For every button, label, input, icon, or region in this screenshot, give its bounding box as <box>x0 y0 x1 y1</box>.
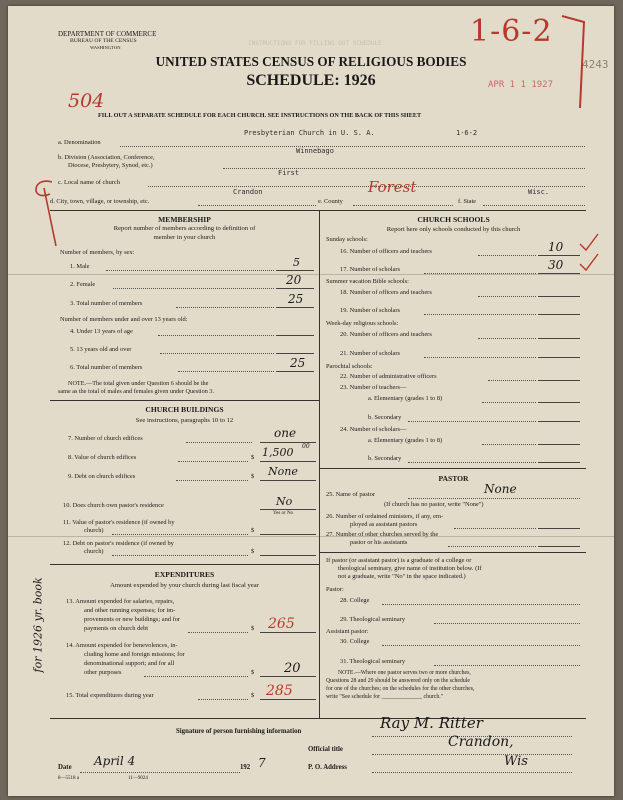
red-bracket-icon <box>558 12 588 112</box>
q27-label-2: pastor or his assistants <box>350 539 408 546</box>
answer-rule <box>276 335 314 336</box>
q14-line-3: denominational support; and for all <box>84 660 175 667</box>
q12-label: 12. Debt on pastor's residence (if owned by <box>63 540 174 547</box>
expenditures-title: EXPENDITURES <box>154 570 215 579</box>
answer-rule <box>538 314 580 315</box>
membership-title: MEMBERSHIP <box>158 215 211 224</box>
q17-label: 17. Number of scholars <box>340 266 400 273</box>
grad-line-2: theological seminary, give name of institution below. (If <box>338 565 482 572</box>
q28-label: 28. College <box>340 597 370 604</box>
county-value: Forest <box>368 178 417 196</box>
year-digit: 7 <box>258 756 266 770</box>
q16-label: 16. Number of officers and teachers <box>340 248 432 255</box>
q10-hint: Yes or No <box>273 511 294 516</box>
q24a-label: a. Elementary (grades 1 to 8) <box>368 437 443 444</box>
q2-value: 20 <box>286 273 302 287</box>
q26-label: 26. Number of ordained ministers, if any, em- <box>326 513 444 520</box>
form-code-1: 8—5518 a <box>58 776 79 781</box>
fold-line <box>8 536 614 537</box>
answer-rule <box>260 632 316 633</box>
denomination-value: Presbyterian Church in U. S. A. <box>244 129 375 137</box>
q3-value: 25 <box>288 292 304 306</box>
division-value: Winnebago <box>296 147 334 155</box>
frame-rule <box>50 718 586 719</box>
answer-rule <box>260 461 316 462</box>
q9-value: None <box>268 465 298 478</box>
dotted-line <box>448 546 536 547</box>
q10-label: 10. Does church own pastor's residence <box>63 502 164 509</box>
q24-label: 24. Number of scholars— <box>340 426 407 433</box>
dotted-line <box>434 623 580 624</box>
dollar-sign: $ <box>251 669 255 676</box>
form-number: 4243 <box>582 58 609 71</box>
dotted-line <box>382 604 580 605</box>
q23-label: 23. Number of teachers— <box>340 384 407 391</box>
official-title-value: Crandon, <box>448 734 514 750</box>
q4-label: 4. Under 13 years of age <box>70 328 133 335</box>
date-value: April 4 <box>94 754 136 768</box>
dotted-line <box>434 665 580 666</box>
q8-value: 1,500 <box>262 446 294 459</box>
q7-value: one <box>274 426 297 440</box>
membership-sub-2: member in your church <box>153 234 216 241</box>
sunday-label: Sunday schools: <box>326 236 368 243</box>
q25-label: 25. Name of pastor <box>326 491 375 498</box>
dotted-line <box>120 146 585 147</box>
answer-rule <box>538 380 580 381</box>
signature-label: Signature of person furnishing information <box>176 728 302 735</box>
q11-label: 11. Value of pastor's residence (if owned by <box>63 519 175 526</box>
po-address-value: Wis <box>504 754 528 769</box>
city-label: d. City, town, village, or township, etc. <box>50 198 150 205</box>
dotted-line <box>178 371 274 372</box>
answer-rule <box>260 699 316 700</box>
q29-label: 29. Theological seminary <box>340 616 406 623</box>
pastor-note-2: Questions 28 and 29 should be answered only on the schedule <box>326 678 470 684</box>
title-line <box>372 754 572 755</box>
instruction-line: FILL OUT A SEPARATE SCHEDULE FOR EACH CHURCH. SEE INSTRUCTIONS ON THE BACK OF THIS SHEET <box>98 112 422 119</box>
dotted-line <box>148 186 585 187</box>
answer-rule <box>538 421 580 422</box>
answer-rule <box>276 371 314 372</box>
schools-sub: Report here only schools conducted by this church <box>386 226 521 233</box>
q3-label: 3. Total number of members <box>70 300 143 307</box>
answer-rule <box>260 509 316 510</box>
margin-note: for 1926 yr. book <box>31 577 45 673</box>
denomination-code: 1-6-2 <box>456 129 478 137</box>
q24b-label: b. Secondary <box>368 455 402 462</box>
q25-value: None <box>484 482 517 496</box>
answer-rule <box>538 357 580 358</box>
fold-line <box>8 274 614 275</box>
answer-rule <box>538 444 580 445</box>
date-line <box>80 772 240 773</box>
assistant-label: Assistant pastor: <box>326 628 369 635</box>
answer-rule <box>276 307 314 308</box>
q12-label-2: church) <box>84 548 104 555</box>
county-label: e. County <box>318 198 343 205</box>
answer-rule <box>260 555 316 556</box>
q14-value: 20 <box>284 661 301 676</box>
q14-line-2: cluding home and foreign missions; for <box>84 651 185 658</box>
dotted-line <box>198 699 248 700</box>
answer-rule <box>538 296 580 297</box>
pastor-title: PASTOR <box>438 474 469 483</box>
answer-rule <box>538 462 580 463</box>
q19-label: 19. Number of scholars <box>340 307 400 314</box>
dotted-line <box>454 528 536 529</box>
pastor-note-4: write "See schedule for ______________ church." <box>326 694 444 700</box>
q30-label: 30. College <box>340 638 370 645</box>
dollar-sign: $ <box>251 692 255 699</box>
answer-rule <box>538 528 580 529</box>
dotted-line <box>424 357 536 358</box>
q26-label-2: ployed as assistant pastors <box>350 521 418 528</box>
dotted-line <box>483 205 585 206</box>
code-top-handwritten: 1-6-2 <box>470 14 553 49</box>
dotted-line <box>353 205 453 206</box>
q7-label: 7. Number of church edifices <box>68 435 143 442</box>
buildings-title: CHURCH BUILDINGS <box>145 405 224 414</box>
red-number: 504 <box>68 90 105 112</box>
q10-value: No <box>276 495 293 508</box>
q27-label: 27. Number of other churches served by the <box>326 531 439 538</box>
membership-note: NOTE.—The total given under Question 6 should be the <box>68 380 209 387</box>
city-value: Crandon <box>233 188 263 196</box>
dotted-line <box>408 421 536 422</box>
answer-rule <box>276 353 314 354</box>
city-label: WASHINGTON <box>90 45 121 50</box>
dotted-line <box>424 314 536 315</box>
answer-rule <box>538 546 580 547</box>
summer-label: Summer vacation Bible schools: <box>326 278 409 285</box>
q20-label: 20. Number of officers and teachers <box>340 331 432 338</box>
section-rule <box>319 552 586 553</box>
dotted-line <box>478 296 536 297</box>
local-name-value: First <box>278 169 300 177</box>
q23a-label: a. Elementary (grades 1 to 8) <box>368 395 443 402</box>
dotted-line <box>178 461 248 462</box>
q16-value: 10 <box>548 240 564 254</box>
dollar-sign: $ <box>251 454 255 461</box>
q5-label: 5. 13 years old and over <box>70 346 132 353</box>
signature-value: Ray M. Ritter <box>380 714 483 732</box>
pastor-note-1: NOTE.—Where one pastor serves two or more churches, <box>338 670 471 676</box>
answer-rule <box>260 676 316 677</box>
q13-line-3: provements or new buildings; and for <box>84 616 181 623</box>
q18-label: 18. Number of officers and teachers <box>340 289 432 296</box>
q25-note: (If church has no pastor, write "None") <box>384 501 484 508</box>
q2-label: 2. Female <box>70 281 96 288</box>
official-title-label: Official title <box>308 746 343 753</box>
pastor-note-3: for one of the churches; on the schedules for the other churches, <box>326 686 475 692</box>
q1-value: 5 <box>293 256 300 269</box>
form-code-2: 11—9024 <box>128 776 148 781</box>
department-label: DEPARTMENT OF COMMERCE <box>58 30 157 38</box>
q14-line-1: 14. Amount expended for benevolences, in- <box>66 642 178 649</box>
by-sex-label: Number of members, by sex: <box>60 249 135 256</box>
faded-banner: INSTRUCTIONS FOR FILLING OUT SCHEDULE <box>248 40 382 47</box>
answer-rule <box>260 480 316 481</box>
q8-cents: 00 <box>302 443 310 450</box>
q13-line-4: payments on church debt <box>84 625 149 632</box>
q13-value: 265 <box>268 616 295 632</box>
bureau-label: BUREAU OF THE CENSUS <box>70 38 137 44</box>
schedule-title: SCHEDULE: 1926 <box>246 72 376 89</box>
dotted-line <box>198 205 316 206</box>
answer-rule <box>276 288 314 289</box>
schools-title: CHURCH SCHOOLS <box>417 215 490 224</box>
weekday-label: Week-day religious schools: <box>326 320 399 327</box>
membership-note-2: same as the total of males and females given under Question 3. <box>58 388 215 395</box>
q17-value: 30 <box>548 258 564 272</box>
po-address-label: P. O. Address <box>308 764 347 771</box>
dotted-line <box>158 335 274 336</box>
answer-rule <box>538 402 580 403</box>
dotted-line <box>106 270 274 271</box>
dotted-line <box>176 480 248 481</box>
state-value: Wisc. <box>528 188 550 196</box>
buildings-sub: See instructions, paragraphs 10 to 12 <box>135 417 234 424</box>
pastor-label: Pastor: <box>326 586 344 593</box>
division-label-2: Diocese, Presbytery, Synod, etc.) <box>68 162 153 169</box>
q8-label: 8. Value of church edifices <box>68 454 137 461</box>
dotted-line <box>482 444 536 445</box>
census-schedule-sheet <box>8 6 614 796</box>
form-title: UNITED STATES CENSUS OF RELIGIOUS BODIES <box>155 54 467 69</box>
dotted-line <box>478 338 536 339</box>
section-rule <box>50 564 319 565</box>
q6-value: 25 <box>290 356 306 370</box>
q15-value: 285 <box>266 683 293 699</box>
denomination-label: a. Denomination <box>58 139 101 146</box>
q14-line-4: other purposes <box>84 669 122 676</box>
dotted-line <box>488 380 536 381</box>
date-label: Date <box>58 764 72 771</box>
column-divider <box>319 210 320 718</box>
dollar-sign: $ <box>251 548 255 555</box>
dotted-line <box>478 255 536 256</box>
section-rule <box>50 400 319 401</box>
section-rule <box>319 468 586 469</box>
dotted-line <box>408 498 580 499</box>
membership-sub: Report number of members according to definition of <box>113 225 256 232</box>
dotted-line <box>112 555 248 556</box>
answer-rule <box>276 270 314 271</box>
q23b-label: b. Secondary <box>368 414 402 421</box>
q31-label: 31. Theological seminary <box>340 658 406 665</box>
po-line <box>372 772 572 773</box>
dotted-line <box>176 307 274 308</box>
dotted-line <box>482 402 536 403</box>
q1-label: 1. Male <box>70 263 90 270</box>
dotted-line <box>113 288 274 289</box>
division-label: b. Division (Association, Conference, <box>58 154 155 161</box>
parochial-label: Parochial schools: <box>326 363 373 370</box>
dotted-line <box>112 534 248 535</box>
dotted-line <box>144 676 248 677</box>
grad-line-1: If pastor (or assistant pastor) is a graduate of a college or <box>326 557 472 564</box>
local-name-label: c. Local name of church <box>58 179 120 186</box>
dotted-line <box>160 353 274 354</box>
red-check-mark-icon <box>578 228 608 278</box>
answer-rule <box>538 273 580 274</box>
dotted-line <box>186 442 252 443</box>
expenditures-sub: Amount expended by your church during last fiscal year <box>110 582 259 589</box>
answer-rule <box>260 534 316 535</box>
dotted-line <box>408 462 536 463</box>
q21-label: 21. Number of scholars <box>340 350 400 357</box>
frame-rule <box>50 210 586 211</box>
grad-line-3: not a graduate, write "No" in the space indicated.) <box>338 573 466 580</box>
q15-label: 15. Total expenditures during year <box>66 692 154 699</box>
dollar-sign: $ <box>251 473 255 480</box>
dollar-sign: $ <box>251 625 255 632</box>
q22-label: 22. Number of administrative officers <box>340 373 437 380</box>
q13-line-2: and other running expenses; for im- <box>84 607 176 614</box>
year-prefix: 192 <box>240 764 251 771</box>
answer-rule <box>538 338 580 339</box>
over13-label: Number of members under and over 13 years old: <box>60 316 188 323</box>
dotted-line <box>424 273 536 274</box>
state-label: f. State <box>458 198 477 205</box>
q9-label: 9. Debt on church edifices <box>68 473 136 480</box>
q13-line-1: 13. Amount expended for salaries, repairs, <box>66 598 175 605</box>
answer-rule <box>538 255 580 256</box>
dotted-line <box>382 645 580 646</box>
q6-label: 6. Total number of members <box>70 364 143 371</box>
dotted-line <box>188 632 248 633</box>
dollar-sign: $ <box>251 527 255 534</box>
q11-label-2: church) <box>84 527 104 534</box>
received-stamp: APR 1 1 1927 <box>488 80 554 90</box>
